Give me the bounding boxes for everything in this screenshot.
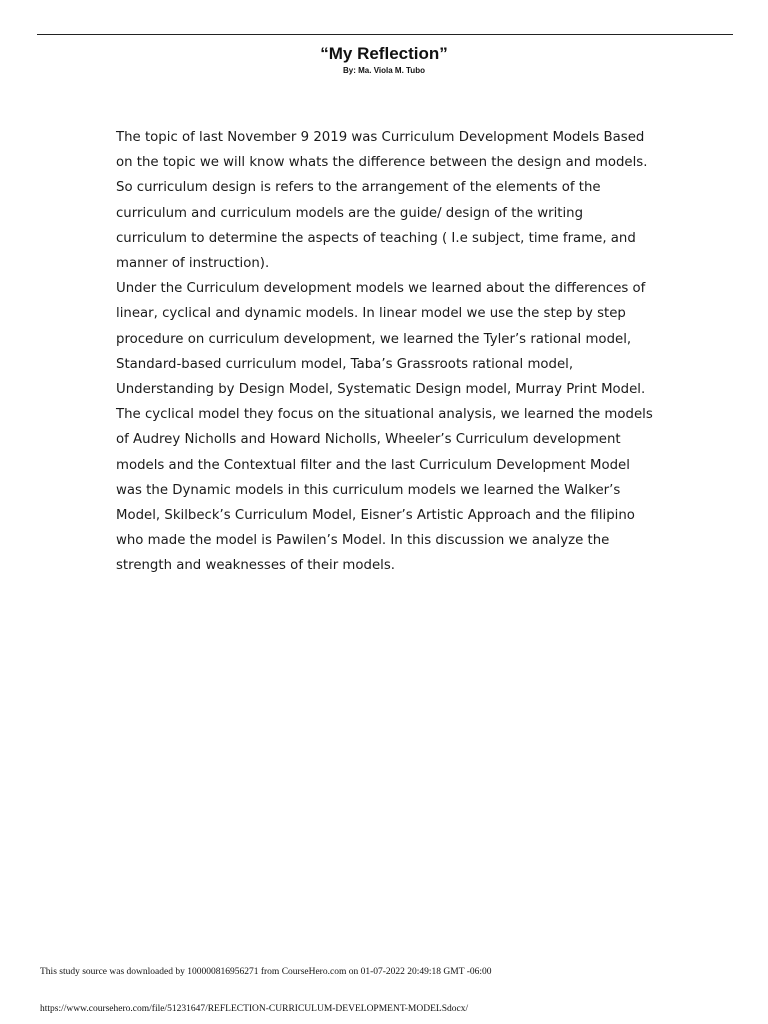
- download-source-note: This study source was downloaded by 100000816956271 from CourseHero.com on 01-07-2022 20:49:18 GMT -06:00: [40, 967, 492, 977]
- body-paragraph: The topic of last November 9 2019 was Curriculum Development Models Based on the topic we will know whats the difference between the design and models. So curriculum design is refers to the arrangement of the elements of the curriculum and curriculum models are the guide/ design of the writing curriculum to determine the aspects of teaching ( I.e subject, time frame, and manner of instruction).: [116, 130, 648, 272]
- source-url[interactable]: https://www.coursehero.com/file/51231647/REFLECTION-CURRICULUM-DEVELOPMENT-MODELSdocx/: [40, 1004, 469, 1014]
- document-body: [116, 125, 656, 579]
- body-paragraph: Under the Curriculum development models we learned about the differences of linear, cyclical and dynamic models. In linear model we use the step by step procedure on curriculum development, we learned the Tyler’s rational model, Standard-based curriculum model, Taba’s Grassroots rational model, Understanding by Design Model, Systematic Design model, Murray Print Model. The cyclical model they focus on the situational analysis, we learned the models of Audrey Nicholls and Howard Nicholls, Wheeler’s Curriculum development models and the Contextual filter and the last Curriculum Development Model was the Dynamic models in this curriculum models we learned the Walker’s Model, Skilbeck’s Curriculum Model, Eisner’s Artistic Approach and the filipino who made the model is Pawilen’s Model. In this discussion we analyze the strength and weaknesses of their models.: [116, 281, 653, 574]
- top-divider: [37, 34, 733, 35]
- document-title: “My Reflection”: [320, 44, 448, 63]
- document-byline: By: Ma. Viola M. Tubo: [343, 66, 425, 75]
